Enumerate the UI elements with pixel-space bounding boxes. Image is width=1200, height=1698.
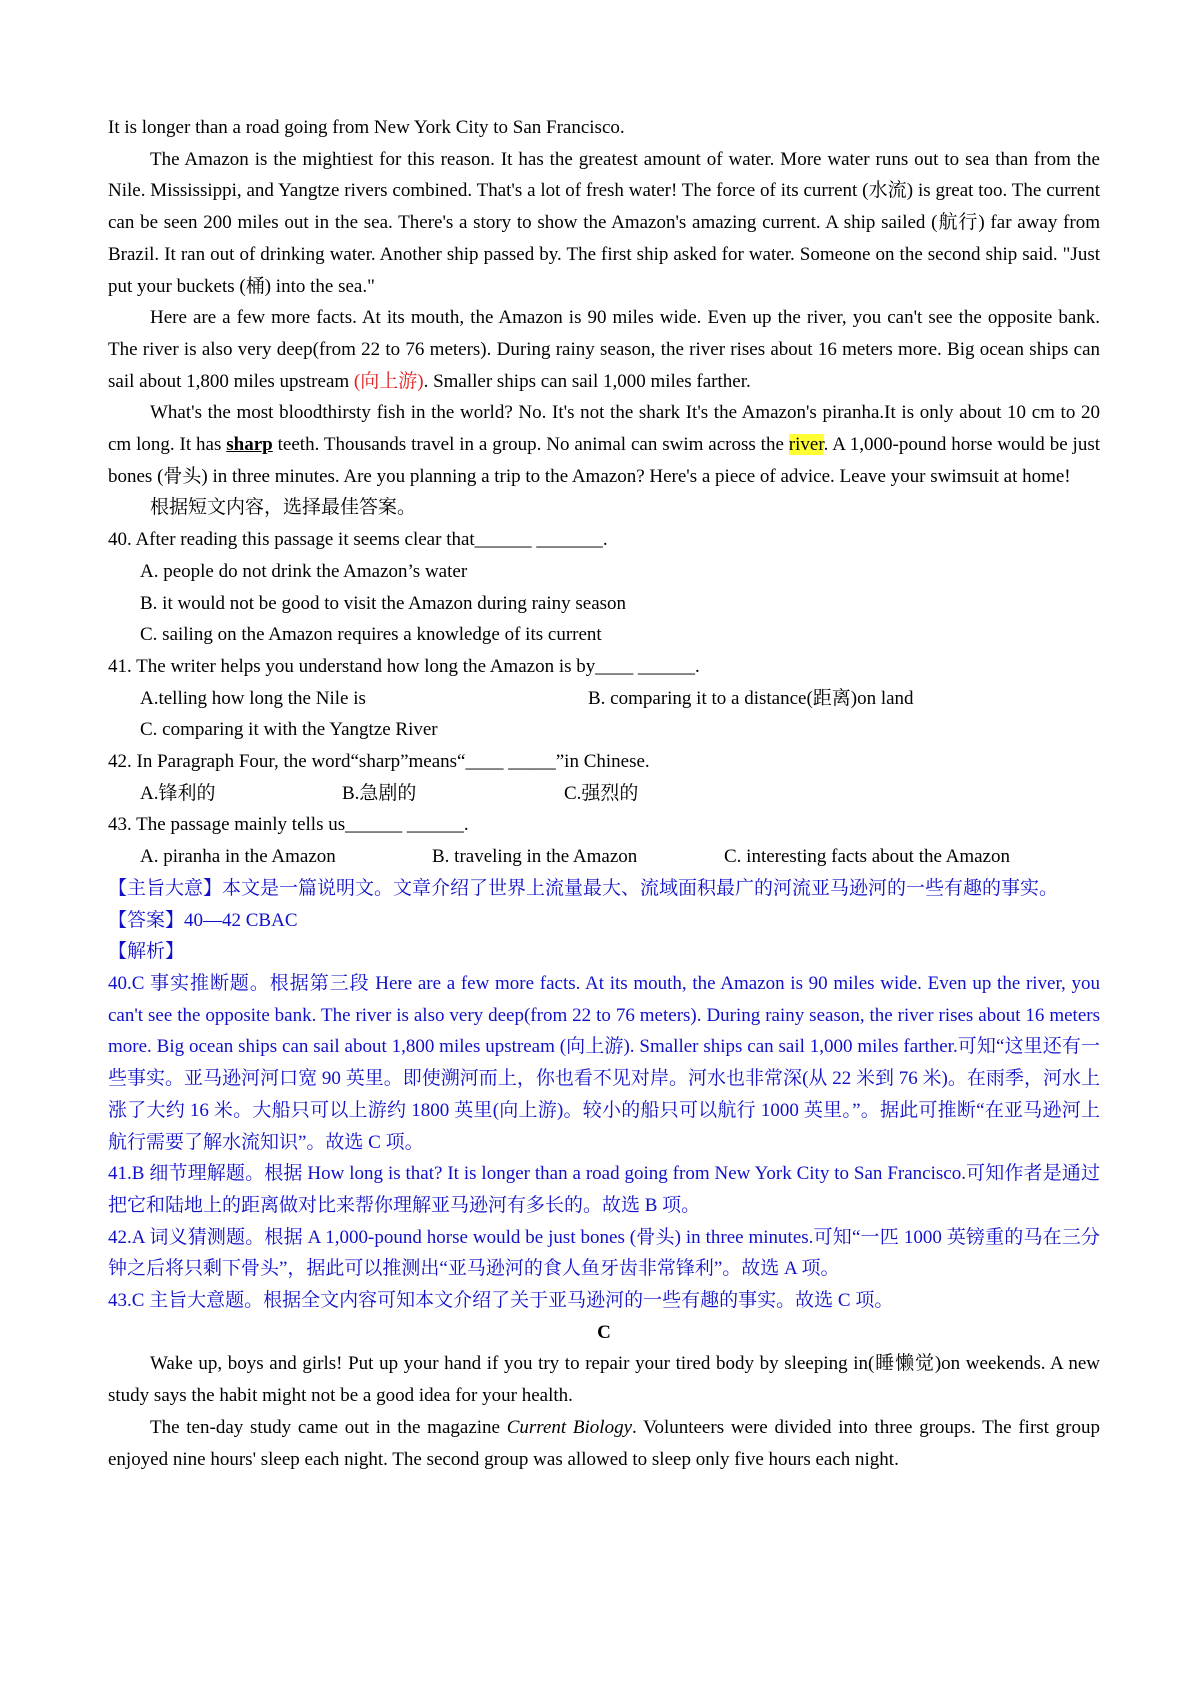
analysis-heading: 【解析】 [108,941,185,963]
explanation-42: 42.A 词义猜测题。根据 A 1,000-pound horse would be just bones (骨头) in three minutes.可知“一匹 1000 英镑重的马在三分钟之后将只剩下骨头”，据此可以推测出“亚马逊河的食人鱼牙齿非常锋利”。故选 A 项。 [108,1226,1100,1280]
option-42-a: A.锋利的 [140,782,216,804]
explanation-41: 41.B 细节理解题。根据 How long is that? It is longer than a road going from New York City to San Francisco.可知作者是通过把它和陆地上的距离做对比来帮你理解亚马逊河有多长的。故选 B 项。 [108,1163,1100,1216]
passage-paragraph-3 [108,397,1100,492]
section-c-paragraph-1: Wake up, boys and girls! Put up your hand if you try to repair your tired body by sleeping in(睡懒觉)on weekends. A new study says the habit might not be a good idea for your health. [108,1353,1100,1407]
section-c-paragraph-2 [108,1412,1100,1475]
section-heading-c: C [597,1321,611,1343]
text-run: . A 1,000-pound horse would be just bones (骨头) in three minutes. Are you planning a trip to the Amazon? Here's a piece of advice. Leave your swimsuit at home! [108,434,1100,487]
passage-paragraph-2 [108,302,1100,397]
option-43-b: B. traveling in the Amazon [432,846,638,868]
question-41: 41. The writer helps you understand how long the Amazon is by____ ______. [108,655,700,677]
options-43-row [108,841,1100,873]
highlighted-word: river [788,434,824,456]
option-42-b: B.急剧的 [342,782,417,804]
options-41-row [108,683,1100,715]
text-run: . Smaller ships can sail 1,000 miles farther. [423,370,751,392]
text-run: Here are a few more facts. At its mouth, the Amazon is 90 miles wide. Even up the river, you can't see the opposite bank. The river is also very deep(from 22 to 76 meters). During rainy season, the river rises about 16 meters more. Big ocean ships can sail about 1,800 miles upstream [108,307,1100,392]
explanation-40: 40.C 事实推断题。根据第三段 Here are a few more facts. At its mouth, the Amazon is 90 miles wide. Even up the river, you can't see the opposite bank. The river is also very deep(from 22 to 76 meters). During rainy season, the river rises about 16 meters more. Big ocean ships can sail about 1,800 miles upstream (向上游). Smaller ships can sail 1,000 miles farther.可知“这里还有一些事实。亚马逊河河口宽 90 英里。即使溯河而上，你也看不见对岸。河水也非常深(从 22 米到 76 米)。在雨季，河水上涨了大约 16 米。大船只可以上游约 1800 英里(向上游)。较小的船只可以航行 1000 英里。”。据此可推断“在亚马逊河上航行需要了解水流知识”。故选 C 项。 [108,972,1100,1153]
text-run: . Volunteers were divided into three groups. The first group enjoyed nine hours' sleep each night. The second group was allowed to sleep only five hours each night. [108,1416,1101,1470]
option-40-a: A. people do not drink the Amazon’s water [140,560,468,582]
text-run: teeth. Thousands travel in a group. No animal can swim across the [272,434,789,456]
keyword-sharp: sharp [226,434,273,456]
option-41-c: C. comparing it with the Yangtze River [140,719,438,741]
text-run: The ten-day study came out in the magazine [150,1416,507,1438]
option-43-c: C. interesting facts about the Amazon [724,846,1010,868]
text-run: What's the most bloodthirsty fish in the world? No. It's not the shark It's the Amazon's piranha.It is only about 10 cm to 20 cm long. It has [108,402,1100,456]
option-43-a: A. piranha in the Amazon [140,846,336,868]
option-42-c: C.强烈的 [564,782,639,804]
passage-line: It is longer than a road going from New York City to San Francisco. [108,117,625,138]
options-42-row [108,778,1100,810]
question-40: 40. After reading this passage it seems clear that______ _______. [108,529,608,551]
option-40-b: B. it would not be good to visit the Amazon during rainy season [140,592,627,614]
instruction: 根据短文内容，选择最佳答案。 [150,497,417,519]
option-41-a: A.telling how long the Nile is [140,687,366,709]
red-annotation: (向上游) [353,370,424,392]
option-40-c: C. sailing on the Amazon requires a knowledge of its current [140,624,602,646]
document-page [108,112,1100,1475]
analysis-summary: 【主旨大意】本文是一篇说明文。文章介绍了世界上流量最大、流域面积最广的河流亚马逊河的一些有趣的事实。 [108,877,1059,899]
question-43: 43. The passage mainly tells us______ ______. [108,814,469,836]
answer-key: 【答案】40—42 CBAC [108,909,298,931]
question-42: 42. In Paragraph Four, the word“sharp”means“____ _____”in Chinese. [108,751,650,773]
explanation-43: 43.C 主旨大意题。根据全文内容可知本文介绍了关于亚马逊河的一些有趣的事实。故选 C 项。 [108,1290,894,1312]
magazine-title: Current Biology [506,1416,633,1438]
option-41-b: B. comparing it to a distance(距离)on land [588,687,914,709]
passage-paragraph-1: The Amazon is the mightiest for this reason. It has the greatest amount of water. More water runs out to sea than from the Nile. Mississippi, and Yangtze rivers combined. That's a lot of fresh water! The force of its current (水流) is great too. The current can be seen 200 miles out in the sea. There's a story to show the Amazon's amazing current. A ship sailed (航行) far away from Brazil. It ran out of drinking water. Another ship passed by. The first ship asked for water. Someone on the second ship said. "Just put your buckets (桶) into the sea." [108,148,1100,297]
